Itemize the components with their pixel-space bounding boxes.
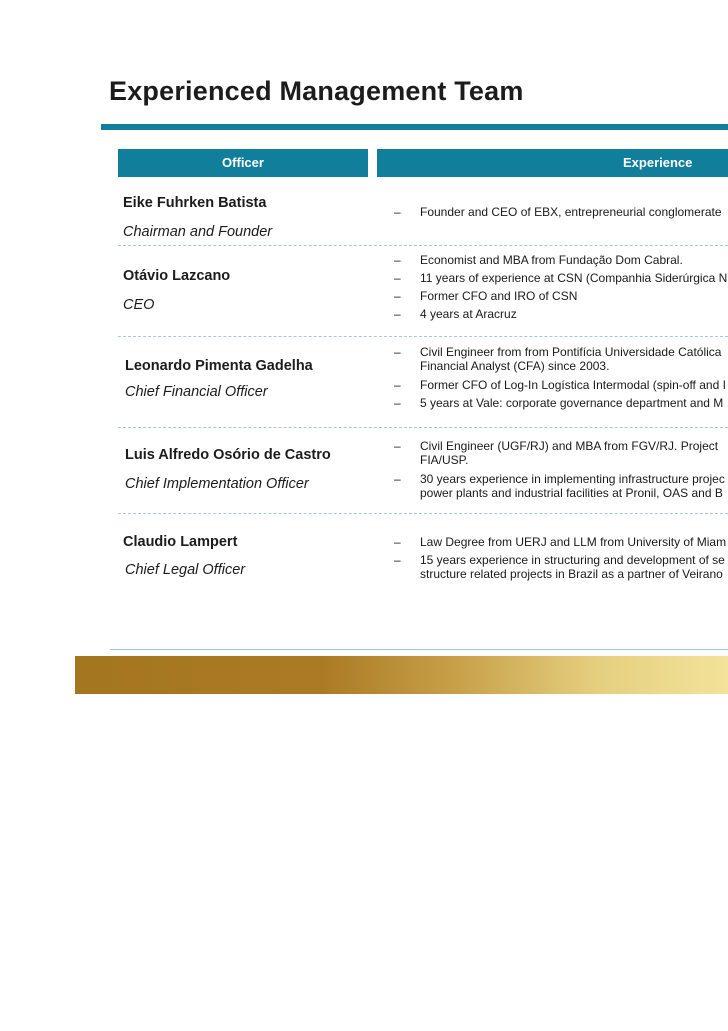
row-separator: [118, 513, 728, 514]
title-underline: [101, 124, 728, 130]
row-separator: [118, 336, 728, 337]
bullet-dash: –: [394, 553, 401, 567]
experience-item-3-3: 5 years at Vale: corporate governance department and M: [420, 396, 724, 410]
officer-name-2: Otávio Lazcano: [123, 268, 231, 284]
footer-gold-band: [75, 656, 728, 694]
experience-item-4-1: Civil Engineer (UGF/RJ) and MBA from FGV/RJ. Project: [420, 439, 719, 453]
experience-item-2-3: Former CFO and IRO of CSN: [420, 289, 578, 303]
officer-role-5: Chief Legal Officer: [125, 562, 246, 578]
bullet-dash: –: [394, 345, 401, 359]
row-separator: [118, 427, 728, 428]
experience-item-4-2: 30 years experience in implementing infrastructure projec: [420, 472, 725, 486]
bullet-dash: –: [394, 307, 401, 321]
header-experience-bar: [377, 149, 728, 177]
bullet-dash: –: [394, 205, 401, 219]
bottom-divider: [110, 649, 728, 650]
bullet-dash: –: [394, 535, 401, 549]
officer-role-2: CEO: [123, 297, 155, 313]
bullet-dash: –: [394, 253, 401, 267]
page-title: Experienced Management Team: [109, 76, 524, 106]
bullet-dash: –: [394, 289, 401, 303]
bullet-dash: –: [394, 472, 401, 486]
experience-item-5-2-cont: structure related projects in Brazil as a partner of Veirano: [420, 567, 723, 581]
bullet-dash: –: [394, 396, 401, 410]
officer-role-3: Chief Financial Officer: [125, 384, 268, 400]
bullet-dash: –: [394, 439, 401, 453]
officer-name-3: Leonardo Pimenta Gadelha: [125, 358, 313, 374]
header-officer: Officer: [118, 149, 368, 177]
header-experience: Experience: [623, 155, 693, 170]
officer-role-4: Chief Implementation Officer: [125, 476, 309, 492]
bullet-dash: –: [394, 271, 401, 285]
experience-item-1-1: Founder and CEO of EBX, entrepreneurial conglomerate: [420, 205, 722, 219]
officer-name-4: Luis Alfredo Osório de Castro: [125, 447, 331, 463]
experience-item-3-1-cont: Financial Analyst (CFA) since 2003.: [420, 359, 610, 373]
officer-role-1: Chairman and Founder: [123, 224, 273, 240]
officer-name-1: Eike Fuhrken Batista: [123, 195, 267, 211]
bullet-dash: –: [394, 378, 401, 392]
experience-item-2-2: 11 years of experience at CSN (Companhia Siderúrgica N: [420, 271, 728, 285]
experience-item-3-1: Civil Engineer from from Pontifícia Universidade Católica: [420, 345, 722, 359]
experience-item-2-1: Economist and MBA from Fundação Dom Cabral.: [420, 253, 683, 267]
experience-item-3-2: Former CFO of Log-In Logística Intermodal (spin-off and I: [420, 378, 726, 392]
experience-item-5-1: Law Degree from UERJ and LLM from University of Miam: [420, 535, 727, 549]
experience-item-4-2-cont: power plants and industrial facilities at Pronil, OAS and B: [420, 486, 723, 500]
officer-name-5: Claudio Lampert: [123, 534, 238, 550]
experience-item-4-1-cont: FIA/USP.: [420, 453, 469, 467]
experience-item-2-4: 4 years at Aracruz: [420, 307, 517, 321]
row-separator: [118, 245, 728, 246]
experience-item-5-2: 15 years experience in structuring and development of se: [420, 553, 725, 567]
